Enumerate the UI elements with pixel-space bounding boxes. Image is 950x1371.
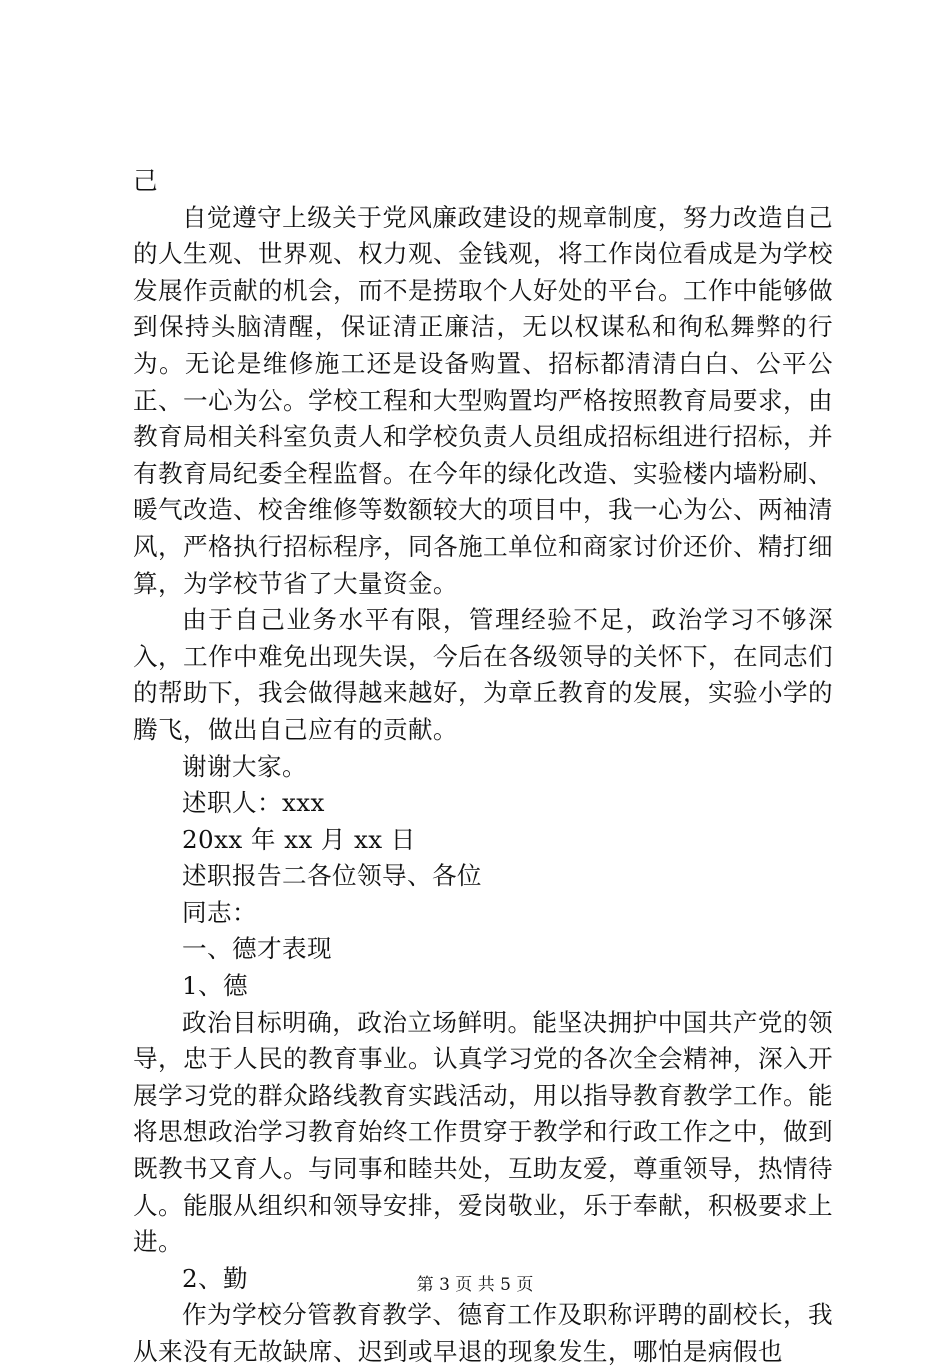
signature-line: 述职人：xxx [182, 788, 325, 818]
paragraph-virtue: 政治目标明确，政治立场鲜明。能坚决拥护中国共产党的领导，忠于人民的教育事业。认真学习党的各次全会精神，深入开展学习党的群众路线教育实践活动，用以指导教育教学工作。能将思想政治学习教育始终工作贯穿于教学和行政工作之中，做到既教书又育人。与同事和睦共处，互助友爱，尊重领导，热情待人。能服从组织和领导安排，爱岗敬业，乐于奉献，积极要求上进。 [133, 1007, 833, 1257]
paragraph-conclusion: 由于自己业务水平有限，管理经验不足，政治学习不够深入，工作中难免出现失误，今后在各级领导的关怀下，在同志们的帮助下，我会做得越来越好，为章丘教育的发展，实验小学的腾飞，做出自己应有的贡献。 [133, 605, 833, 744]
subsection-heading-virtue: 1、德 [182, 971, 249, 1001]
salutation-line: 同志： [182, 897, 257, 927]
subsection-heading-diligence: 2、勤 [182, 1263, 249, 1293]
paragraph-fragment: 己 [133, 166, 158, 195]
paragraph-thanks: 谢谢大家。 [182, 751, 307, 781]
report-two-heading: 述职报告二各位领导、各位 [182, 861, 482, 891]
section-heading-1: 一、德才表现 [182, 934, 332, 964]
document-body [133, 163, 833, 1371]
paragraph-diligence: 作为学校分管教育教学、德育工作及职称评聘的副校长，我从来没有无故缺席、迟到或早退的现象发生，哪怕是病假也 [133, 1300, 833, 1366]
paragraph-integrity: 自觉遵守上级关于党风廉政建设的规章制度，努力改造自己的人生观、世界观、权力观、金钱观，将工作岗位看成是为学校发展作贡献的机会，而不是捞取个人好处的平台。工作中能够做到保持头脑清醒，保证清正廉洁，无以权谋私和徇私舞弊的行为。无论是维修施工还是设备购置、招标都清清白白、公平公正、一心为公。学校工程和大型购置均严格按照教育局要求，由教育局相关科室负责人和学校负责人员组成招标组进行招标，并有教育局纪委全程监督。在今年的绿化改造、实验楼内墙粉刷、暖气改造、校舍维修等数额较大的项目中，我一心为公、两袖清风，严格执行招标程序，同各施工单位和商家讨价还价、精打细算，为学校节省了大量资金。 [133, 202, 833, 598]
page-footer: 第 3 页 共 5 页 [416, 1275, 534, 1295]
date-line: 20xx 年 xx 月 xx 日 [182, 824, 416, 854]
